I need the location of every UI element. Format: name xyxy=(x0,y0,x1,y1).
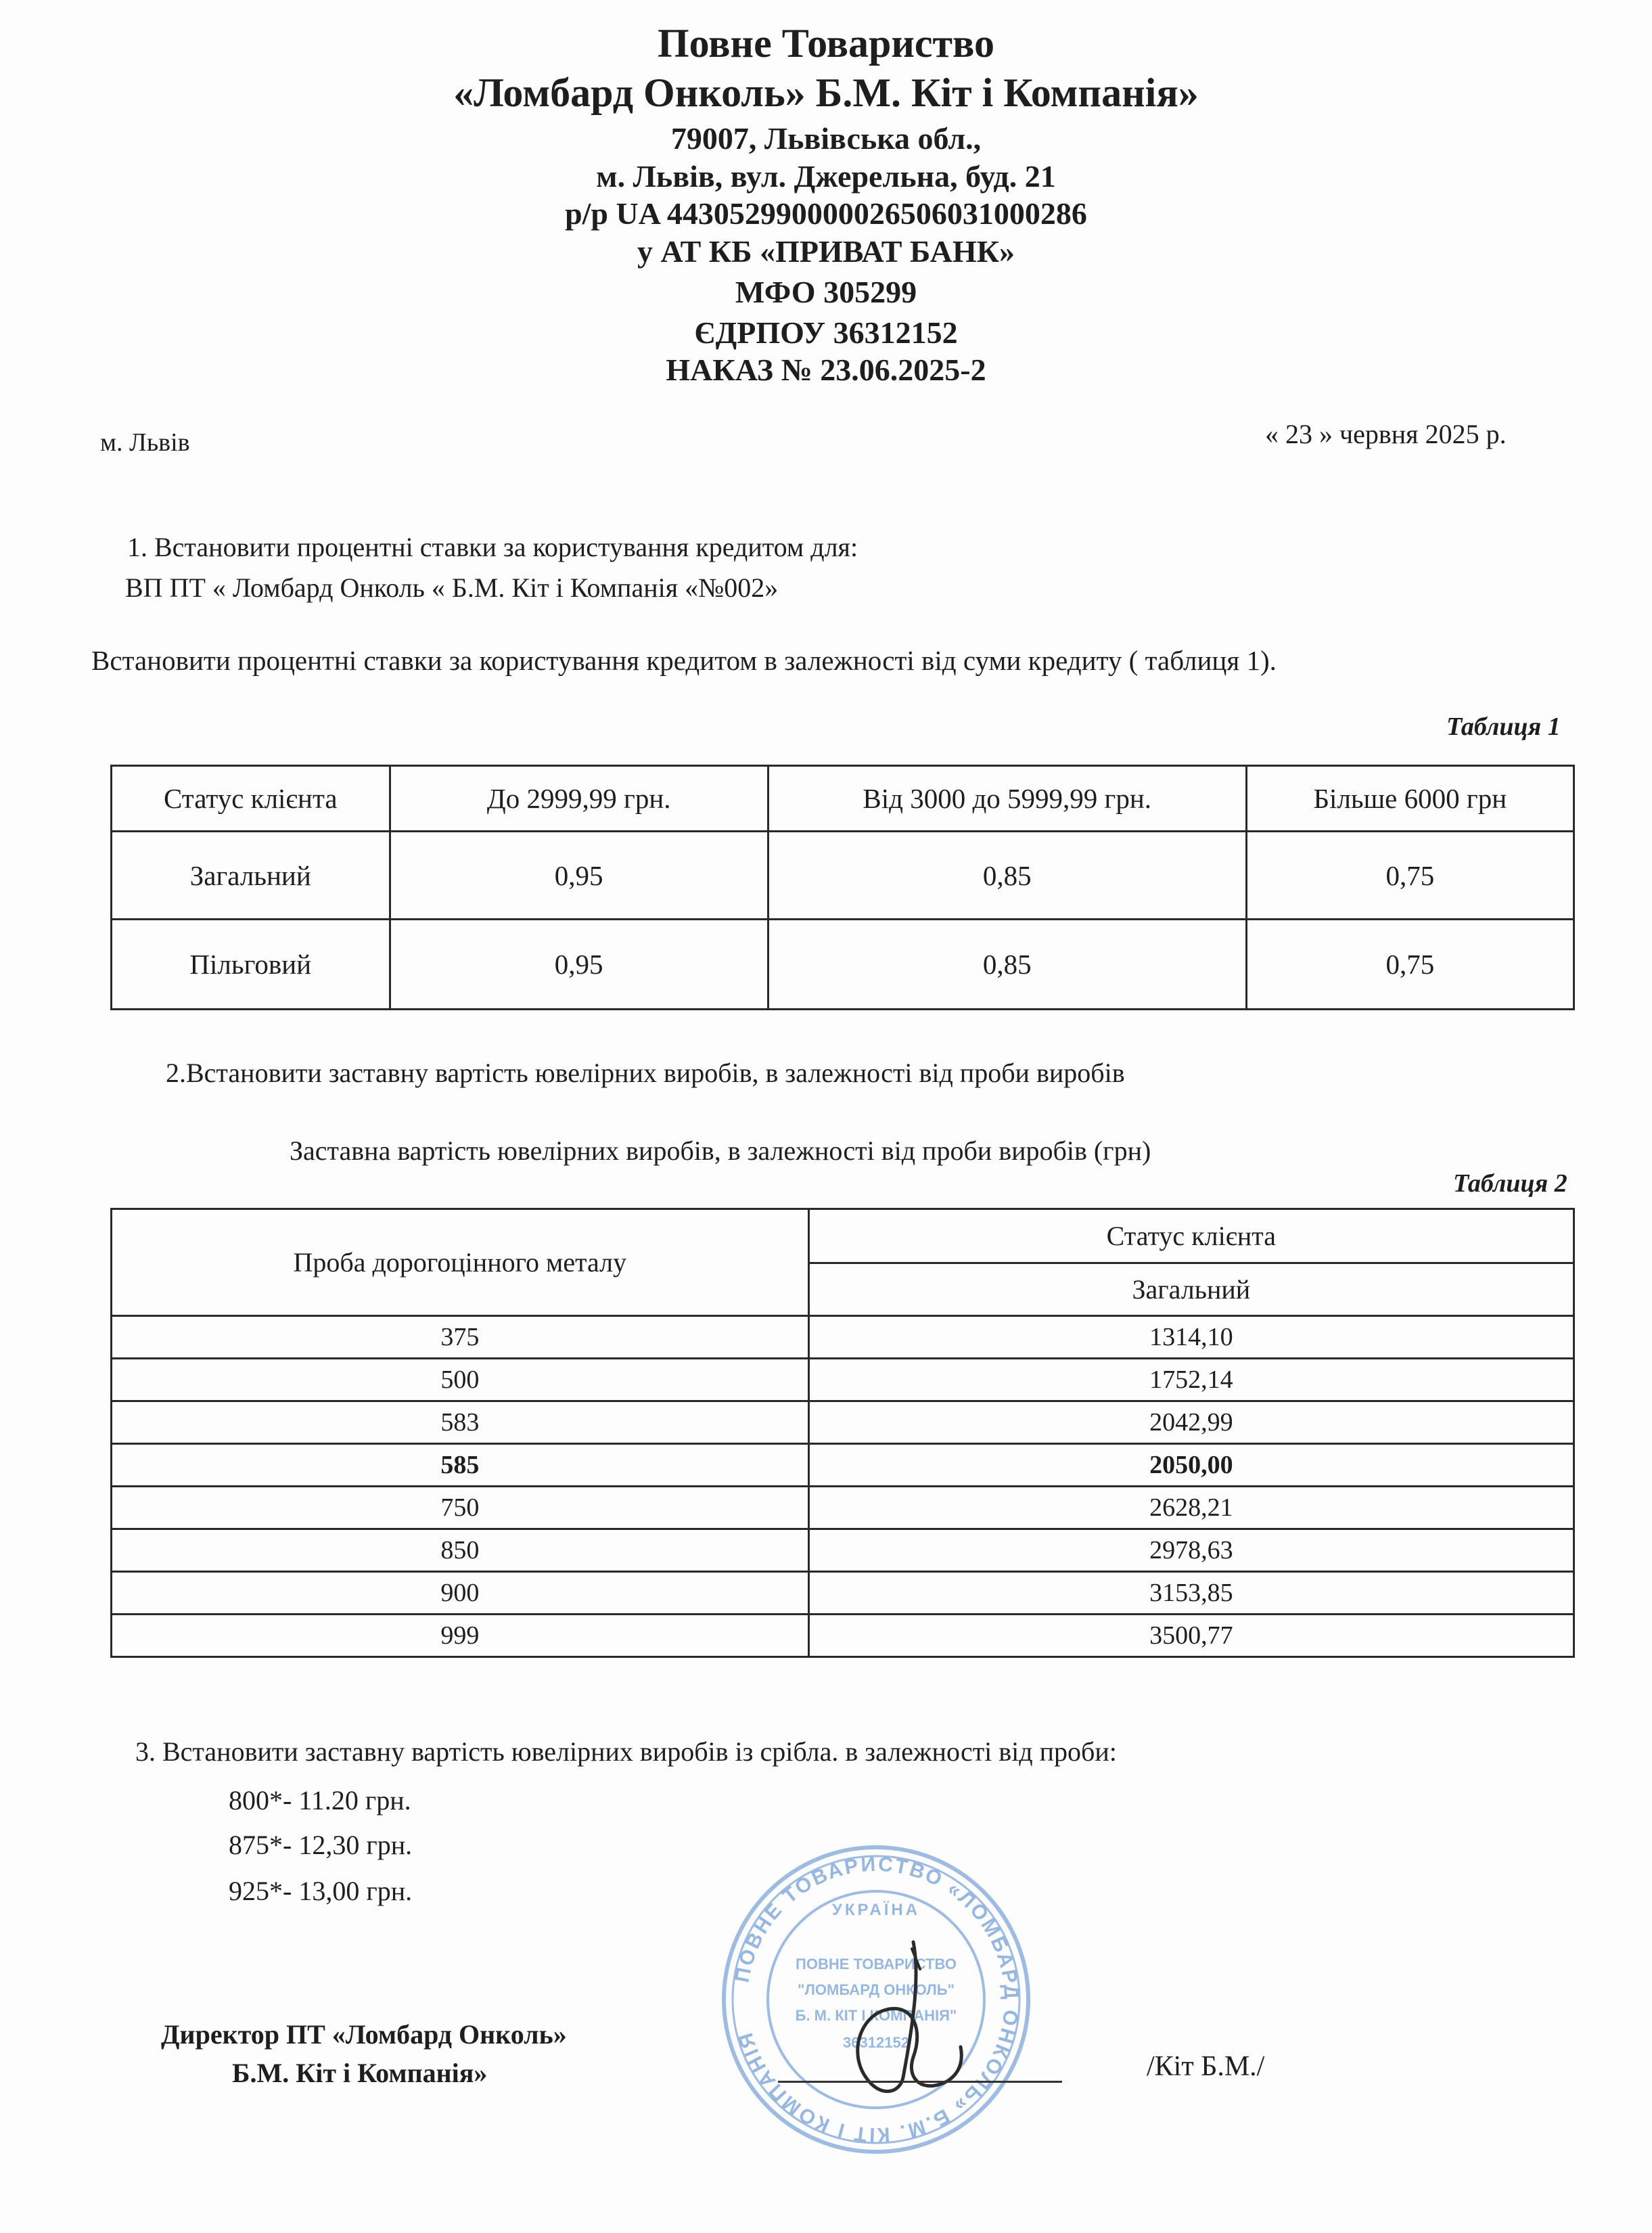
svg-text:"ЛОМБАРД ОНКОЛЬ": "ЛОМБАРД ОНКОЛЬ" xyxy=(798,1981,955,1998)
table-cell: 500 xyxy=(112,1359,809,1401)
table-cell: 850 xyxy=(112,1529,809,1572)
section3-line: 3. Встановити заставну вартість ювелірних виробів із срібла. в залежності від проби: xyxy=(135,1736,1117,1767)
table-cell: 0,75 xyxy=(1246,832,1574,920)
table-cell: 2978,63 xyxy=(808,1529,1574,1572)
svg-text:УКРАЇНА: УКРАЇНА xyxy=(831,1901,921,1919)
signature-line xyxy=(778,2081,1062,2083)
silver-item: 875*- 12,30 грн. xyxy=(229,1830,413,1860)
table-header-cell: Статус клієнта xyxy=(808,1209,1574,1263)
table-header-row xyxy=(112,1209,1574,1263)
table-cell: 0,85 xyxy=(768,832,1246,920)
address-line2: м. Львів, вул. Джерельна, буд. 21 xyxy=(596,159,1056,194)
table-header-cell: Більше 6000 грн xyxy=(1246,766,1574,832)
director-name: /Кіт Б.М./ xyxy=(1147,2051,1265,2082)
table-row xyxy=(112,832,1574,920)
table-row xyxy=(112,1572,1574,1615)
table-header-cell: До 2999,99 грн. xyxy=(390,766,768,832)
handwritten-signature xyxy=(812,1922,1015,2111)
table-cell: 999 xyxy=(112,1615,809,1657)
svg-text:ПОВНЕ ТОВАРИСТВО: ПОВНЕ ТОВАРИСТВО xyxy=(796,1956,957,1972)
address-line1: 79007, Львівська обл., xyxy=(670,121,982,156)
order-number: НАКАЗ № 23.06.2025-2 xyxy=(666,353,986,387)
table-header-cell: Від 3000 до 5999,99 грн. xyxy=(768,766,1246,832)
table-row xyxy=(112,1487,1574,1529)
table-cell: 0,95 xyxy=(390,832,768,920)
pledge-value-table xyxy=(110,1208,1575,1658)
table-cell: 0,95 xyxy=(390,920,768,1010)
silver-item: 925*- 13,00 грн. xyxy=(229,1876,413,1906)
director-title-line1: Директор ПТ «Ломбард Онколь» xyxy=(161,2019,567,2050)
table-cell: 900 xyxy=(112,1572,809,1615)
section2-title: Заставна вартість ювелірних виробів, в залежності від проби виробів (грн) xyxy=(290,1135,1151,1166)
table-header-cell: Проба дорогоцінного металу xyxy=(112,1209,809,1316)
table-cell: 2628,21 xyxy=(808,1487,1574,1529)
company-title-line1: Повне Товариство xyxy=(657,21,995,66)
table-row-highlighted xyxy=(112,1444,1574,1487)
section2-line: 2.Встановити заставну вартість ювелірних виробів, в залежності від проби виробів xyxy=(166,1058,1125,1088)
section1-intro: Встановити процентні ставки за користування кредитом в залежності від суми кредиту ( таблиця 1). xyxy=(91,645,1277,676)
silver-item: 800*- 11.20 грн. xyxy=(229,1785,411,1815)
table-cell: 0,85 xyxy=(768,920,1246,1010)
table-cell: Пільговий xyxy=(112,920,390,1010)
director-title-line2: Б.М. Кіт і Компанія» xyxy=(232,2058,488,2088)
table-cell: 0,75 xyxy=(1246,920,1574,1010)
table-header-cell: Статус клієнта xyxy=(112,766,390,832)
place: м. Львів xyxy=(100,428,190,457)
date: « 23 » червня 2025 р. xyxy=(1265,419,1507,449)
edrpou-code: ЄДРПОУ 36312152 xyxy=(694,315,958,350)
svg-text:Б. М. КІТ І КОМПАНІЯ": Б. М. КІТ І КОМПАНІЯ" xyxy=(795,2007,957,2024)
table-cell: 1314,10 xyxy=(808,1316,1574,1359)
bank-account: р/р UA 443052990000026506031000286 xyxy=(565,196,1087,231)
table-header-row xyxy=(112,766,1574,832)
table-row xyxy=(112,1316,1574,1359)
table-cell: 585 xyxy=(112,1444,809,1487)
table-cell: 375 xyxy=(112,1316,809,1359)
table-cell: 3153,85 xyxy=(808,1572,1574,1615)
table-row xyxy=(112,1529,1574,1572)
svg-text:36312152: 36312152 xyxy=(843,2034,909,2051)
table-row xyxy=(112,1359,1574,1401)
table-row xyxy=(112,1615,1574,1657)
mfo-code: МФО 305299 xyxy=(735,275,917,309)
company-title-line2: «Ломбард Онколь» Б.М. Кіт і Компанія» xyxy=(453,70,1199,115)
svg-text:ПОВНЕ ТОВАРИСТВО «ЛОМБАРД ОНКО: ПОВНЕ ТОВАРИСТВО «ЛОМБАРД ОНКОЛЬ» Б.М. КІТ І КОМПАНІЯ xyxy=(731,1853,1023,2146)
table1-caption: Таблиця 1 xyxy=(1446,713,1561,741)
table-cell: 3500,77 xyxy=(808,1615,1574,1657)
table-row xyxy=(112,1401,1574,1444)
bank-name: у АТ КБ «ПРИВАТ БАНК» xyxy=(637,234,1015,269)
table-cell: Загальний xyxy=(112,832,390,920)
section1-line1: 1. Встановити процентні ставки за користування кредитом для: xyxy=(127,532,858,562)
table-cell: 2042,99 xyxy=(808,1401,1574,1444)
table2-caption: Таблиця 2 xyxy=(1453,1169,1567,1198)
table-cell: 1752,14 xyxy=(808,1359,1574,1401)
section1-line2: ВП ПТ « Ломбард Онколь « Б.М. Кіт і Компанія «№002» xyxy=(125,572,779,603)
table-cell: 583 xyxy=(112,1401,809,1444)
table-cell: 2050,00 xyxy=(808,1444,1574,1487)
rates-table xyxy=(110,765,1575,1010)
table-header-cell: Загальний xyxy=(808,1263,1574,1316)
table-cell: 750 xyxy=(112,1487,809,1529)
table-row xyxy=(112,920,1574,1010)
